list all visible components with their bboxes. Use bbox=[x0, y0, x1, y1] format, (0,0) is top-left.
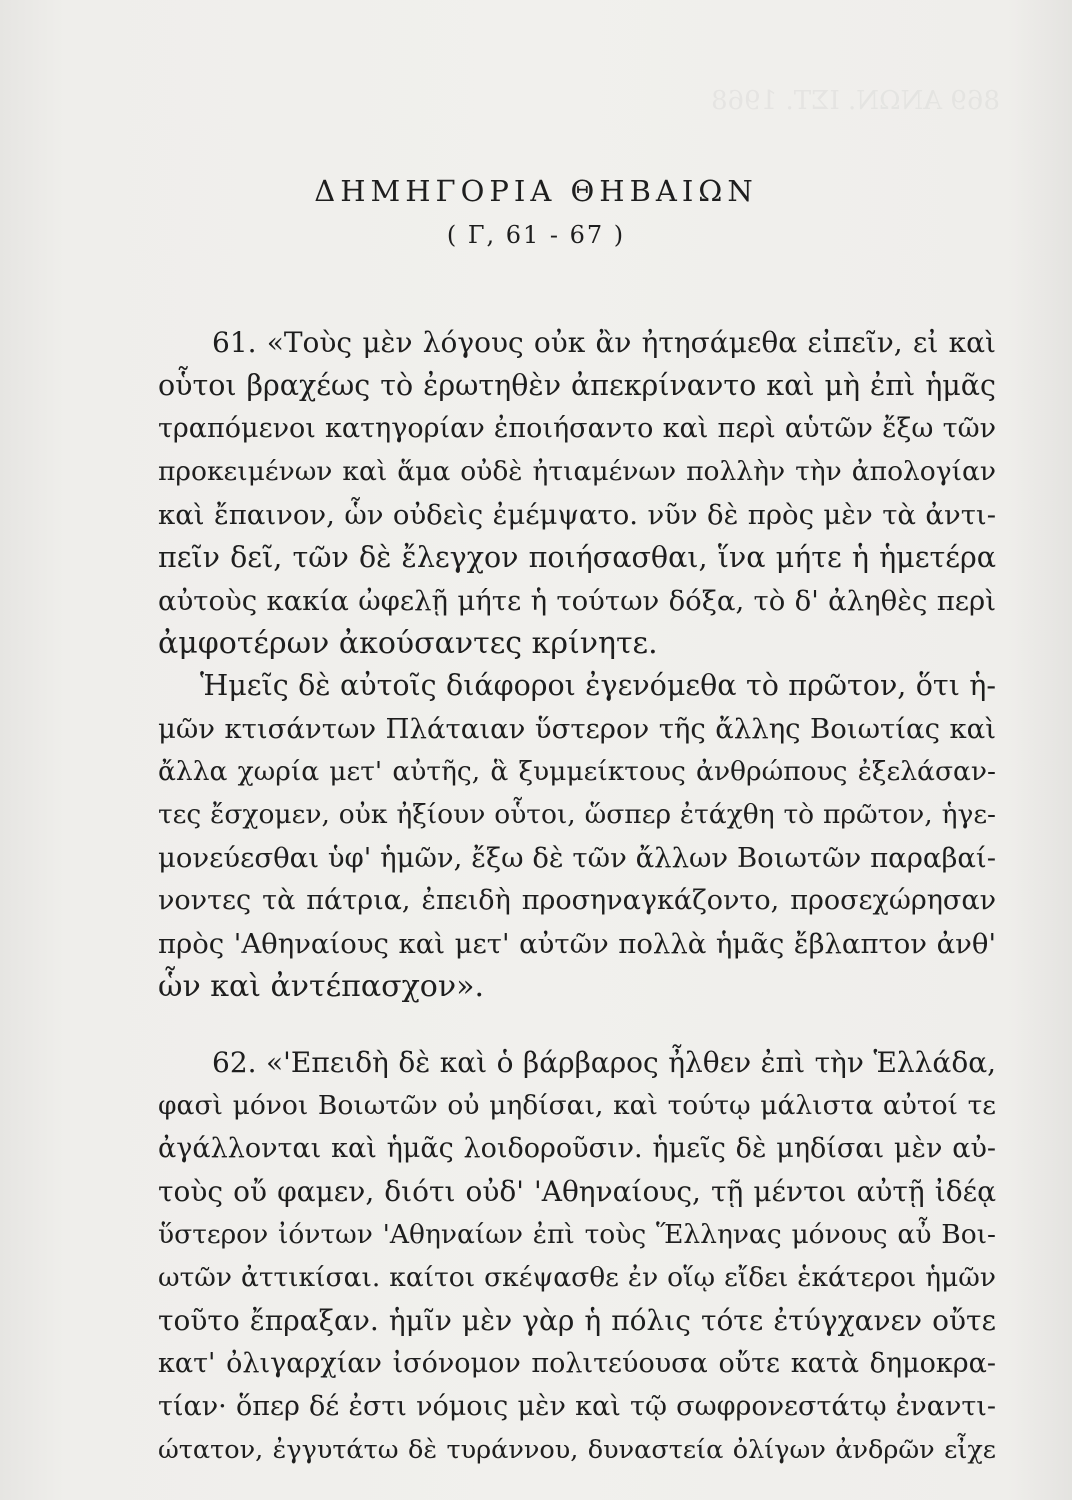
text-line: νοντες τὰ πάτρια, ἐπειδὴ προσηναγκάζοντο, προσεχώρησαν bbox=[158, 885, 996, 916]
text-line: τραπόμενοι κατηγορίαν ἐποιήσαντο καὶ περὶ αὑτῶν ἔξω τῶν bbox=[158, 413, 996, 444]
text-line: 62. «'Επειδὴ δὲ καὶ ὁ βάρβαρος ἦλθεν ἐπὶ τὴν Ἑλλάδα, bbox=[212, 1046, 996, 1079]
text-line: οὗτοι βραχέως τὸ ἐρωτηθὲν ἀπεκρίναντο καὶ μὴ ἐπὶ ἡμᾶς bbox=[158, 369, 996, 402]
text-line: 61. «Τοὺς μὲν λόγους οὐκ ἂν ἠτησάμεθα εἰπεῖν, εἰ καὶ bbox=[212, 326, 996, 359]
text-line: πεῖν δεῖ, τῶν δὲ ἔλεγχον ποιήσασθαι, ἵνα μήτε ἡ ἡμετέρα bbox=[158, 541, 996, 574]
text-line: τίαν· ὅπερ δέ ἐστι νόμοις μὲν καὶ τῷ σωφρονεστάτῳ ἐναντι- bbox=[158, 1391, 996, 1422]
text-line: Ἡμεῖς δὲ αὐτοῖς διάφοροι ἐγενόμεθα τὸ πρῶτον, ὅτι ἡ- bbox=[200, 669, 996, 702]
text-line: ὕστερον ἰόντων 'Αθηναίων ἐπὶ τοὺς Ἕλληνας μόνους αὖ Βοι- bbox=[158, 1219, 996, 1250]
text-line: ὧν καὶ ἀντέπασχον». bbox=[158, 969, 485, 1004]
text-line: τοῦτο ἔπραξαν. ἡμῖν μὲν γὰρ ἡ πόλις τότε ἐτύγχανεν οὔτε bbox=[158, 1304, 996, 1337]
text-line: πρὸς 'Αθηναίους καὶ μετ' αὐτῶν πολλὰ ἡμᾶς ἔβλαπτον ἀνθ' bbox=[158, 928, 996, 960]
text-line: φασὶ μόνοι Βοιωτῶν οὐ μηδίσαι, καὶ τούτῳ μάλιστα αὐτοί τε bbox=[158, 1090, 996, 1121]
text-line: μῶν κτισάντων Πλάταιαν ὕστερον τῆς ἄλλης Βοιωτίας καὶ bbox=[158, 713, 996, 745]
text-line: αὐτοὺς κακία ὠφελῇ μήτε ἡ τούτων δόξα, τὸ δ' ἀληθὲς περὶ bbox=[158, 585, 996, 617]
text-line: καὶ ἔπαινον, ὧν οὐδεὶς ἐμέμψατο. νῦν δὲ πρὸς μὲν τὰ ἀντι- bbox=[158, 499, 996, 531]
chapter-range: ( Γ, 61 - 67 ) bbox=[446, 221, 626, 249]
bleed-through-header: 869 ΑΝΩΝ. ΙΣΤ. 1968 bbox=[711, 86, 1000, 116]
text-line: ώτατον, ἐγγυτάτω δὲ τυράννου, δυναστεία ὀλίγων ἀνδρῶν εἶχε bbox=[158, 1435, 996, 1465]
text-line: κατ' ὀλιγαρχίαν ἰσόνομον πολιτεύουσα οὔτε κατὰ δημοκρα- bbox=[158, 1348, 996, 1379]
text-line: ἄλλα χωρία μετ' αὐτῆς, ἃ ξυμμείκτους ἀνθρώπους ἐξελάσαν- bbox=[158, 756, 996, 787]
text-line: ωτῶν ἀττικίσαι. καίτοι σκέψασθε ἐν οἵῳ εἴδει ἑκάτεροι ἡμῶν bbox=[158, 1262, 996, 1293]
text-line: μονεύεσθαι ὑφ' ἡμῶν, ἔξω δὲ τῶν ἄλλων Βοιωτῶν παραβαί- bbox=[158, 842, 996, 874]
text-line: ἀμφοτέρων ἀκούσαντες κρίνητε. bbox=[158, 626, 658, 661]
page-title: ΔΗΜΗΓΟΡΙΑ ΘΗΒΑΙΩΝ bbox=[314, 174, 758, 208]
text-line: προκειμένων καὶ ἅμα οὐδὲ ἠτιαμένων πολλὴν τὴν ἀπολογίαν bbox=[158, 456, 996, 487]
text-line: τες ἔσχομεν, οὐκ ἠξίουν οὗτοι, ὥσπερ ἐτάχθη τὸ πρῶτον, ἡγε- bbox=[158, 799, 996, 830]
text-line: τοὺς οὔ φαμεν, διότι οὐδ' 'Αθηναίους, τῇ μέντοι αὐτῇ ἰδέᾳ bbox=[158, 1175, 996, 1208]
text-line: ἀγάλλονται καὶ ἡμᾶς λοιδοροῦσιν. ἡμεῖς δὲ μηδίσαι μὲν αὐ- bbox=[158, 1133, 996, 1164]
